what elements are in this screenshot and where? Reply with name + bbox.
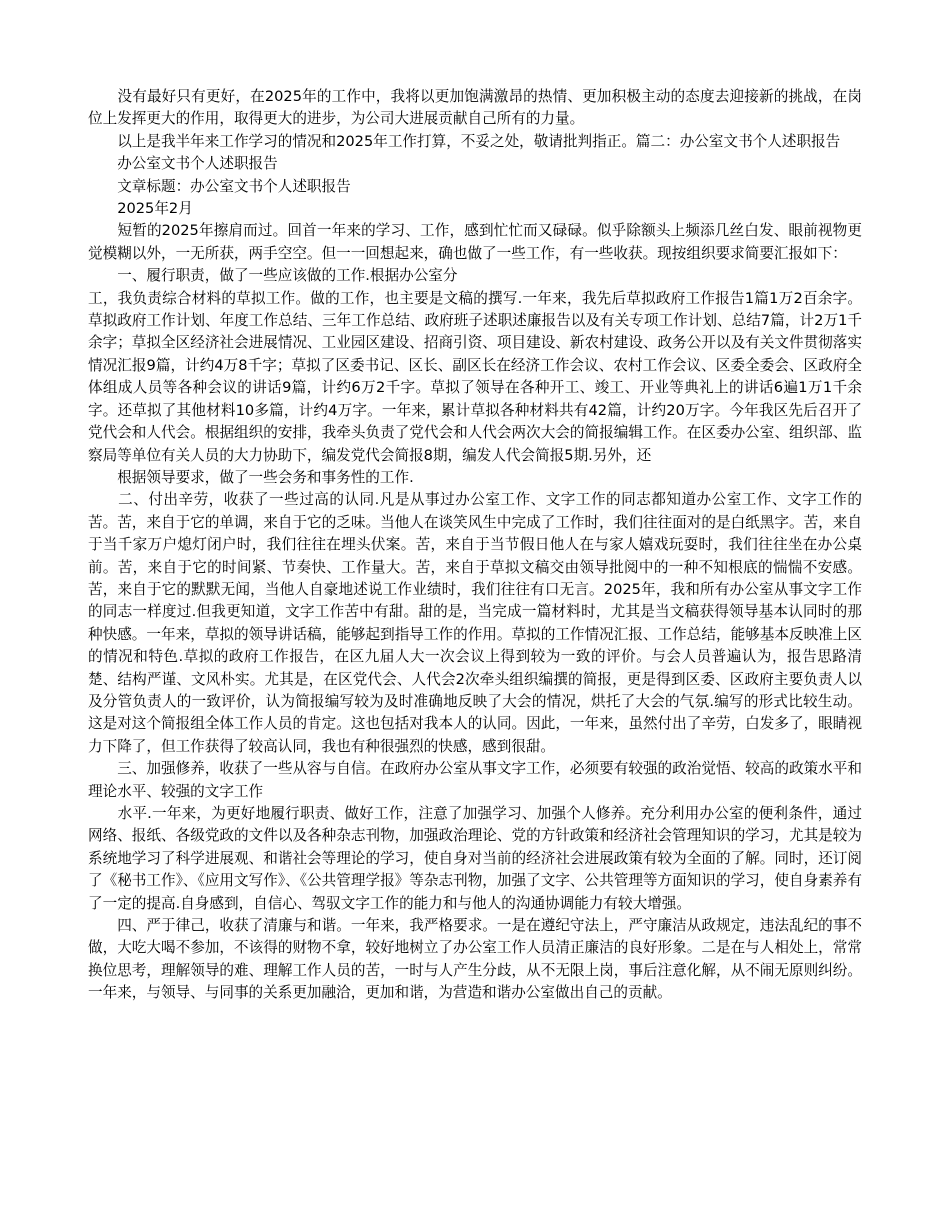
- paragraph-closing-remarks: 没有最好只有更好，在2025年的工作中，我将以更加饱满激昂的热情、更加积极主动的态度去迎接新的挑战，在岗位上发挥更大的作用，取得更大的进步，为公司大进展贡献自己所有的力量。: [88, 88, 862, 128]
- section-four-body: 四、严于律己，收获了清廉与和谐。一年来，我严格要求。一是在遵纪守法上，严守廉洁从政规定，违法乱纪的事不做，大吃大喝不参加，不该得的财物不拿，较好地树立了办公室工作人员清正廉洁的良好形象。二是在与人相处上，常常换位思考，理解领导的难、理解工作人员的苦，一时与人产生分歧，从不无限上岗，事后注意化解，从不闹无原则纠纷。一年来，与领导、与同事的关系更加融洽，更加和谐，为营造和谐办公室做出自己的贡献。: [88, 917, 862, 1002]
- section-three-body: 水平.一年来，为更好地履行职责、做好工作，注意了加强学习、加强个人修养。充分利用办公室的便利条件，通过网络、报纸、各级党政的文件以及各种杂志刊物，加强政治理论、党的方针政策和经济社会管理知识的学习，尤其是较为系统地学习了科学进展观、和谐社会等理论的学习，使自身对当前的经济社会进展政策有较为全面的了解。同时，还订阅了《秘书工作》、《应用文写作》、《公共管理学报》等杂志刊物，加强了文字、公共管理等方面知识的学习，使自身素养有了一定的提高.自身感到，自信心、驾驭文字工作的能力和与他人的沟通协调能力有较大增强。: [88, 805, 862, 912]
- section-two-body: 二、付出辛劳，收获了一些过高的认同.凡是从事过办公室工作、文字工作的同志都知道办公室工作、文字工作的苦。苦，来自于它的单调，来自于它的乏味。当他人在谈笑风生中完成了工作时，我们往往面对的是白纸黑字。苦，来自于当千家万户熄灯闭户时，我们往往在埋头伏案。苦，来自于当节假日他人在与家人嬉戏玩耍时，我们往往坐在办公桌前。苦，来自于它的时间紧、节奏快、工作量大。苦，来自于草拟文稿交由领导批阅中的一种不知根底的惴惴不安感。苦，来自于它的默默无闻，当他人自豪地述说工作业绩时，我们往往有口无言。2025年，我和所有办公室从事文字工作的同志一样度过.但我更知道，文字工作苦中有甜。甜的是，当完成一篇材料时，尤其是当文稿获得领导基本认同时的那种快感。一年来，草拟的领导讲话稿，能够起到指导工作的作用。草拟的工作情况汇报、工作总结，能够基本反映准上区的情况和特色.草拟的政府工作报告，在区九届人大一次会议上得到较为一致的评价。与会人员普遍认为，报告思路清楚、结构严谨、文风朴实。尤其是，在区党代会、人代会2次牵头组织编撰的简报，更是得到区委、区政府主要负责人以及分管负责人的一致评价，认为简报编写较为及时准确地反映了大会的情况，烘托了大会的气氛.编写的形式比较生动。这是对这个简报组全体工作人员的肯定。这也包括对我本人的认同。因此，一年来，虽然付出了辛劳，白发多了，眼睛视力下降了，但工作获得了较高认同，我也有种很强烈的快感，感到很甜。: [88, 491, 862, 755]
- paragraph-summary: 以上是我半年来工作学习的情况和2025年工作打算，不妥之处，敬请批判指正。篇二：办公室文书个人述职报告: [88, 132, 841, 150]
- paragraph-intro: 短暂的2025年擦肩而过。回首一年来的学习、工作，感到忙忙而又碌碌。似乎除额头上频添几丝白发、眼前视物更觉模糊以外，一无所获，两手空空。但一一回想起来，确也做了一些工作，有一些收获。现按组织要求简要汇报如下：: [88, 222, 862, 262]
- report-title: 办公室文书个人述职报告: [88, 155, 278, 173]
- section-one-body: 工，我负责综合材料的草拟工作。做的工作，也主要是文稿的撰写.一年来，我先后草拟政府工作报告1篇1万2百余字。草拟政府工作计划、年度工作总结、三年工作总结、政府班子述职述廉报告以及有关专项工作计划、总结7篇，计2万1千余字；草拟全区经济社会进展情况、工业园区建设、招商引资、项目建设、新农村建设、政务公开以及有关文件贯彻落实情况汇报9篇，计约4万8千字；草拟了区委书记、区长、副区长在经济工作会议、农村工作会议、区委全委会、区政府全体组成人员等各种会议的讲话9篇，计约6万2千字。草拟了领导在各种开工、竣工、开业等典礼上的讲话6遍1万1千余字。还草拟了其他材料10多篇，计约4万字。一年来，累计草拟各种材料共有42篇，计约20万字。今年我区先后召开了党代会和人代会。根据组织的安排，我牵头负责了党代会和人代会两次大会的简报编辑工作。在区委办公室、组织部、监察局等单位有关人员的大力协助下，编发党代会简报8期，编发人代会简报5期.另外，还: [88, 289, 862, 464]
- report-date: 2025年2月: [88, 200, 193, 218]
- section-one-heading: 一、履行职责，做了一些应该做的工作.根据办公室分: [88, 267, 458, 285]
- section-one-continued: 根据领导要求，做了一些会务和事务性的工作.: [88, 468, 414, 486]
- article-title-line: 文章标题：办公室文书个人述职报告: [88, 177, 351, 195]
- section-three-heading: 三、加强修养，收获了一些从容与自信。在政府办公室从事文字工作，必须要有较强的政治觉悟、较高的政策水平和理论水平、较强的文字工作: [88, 760, 862, 800]
- document-page: [88, 86, 862, 1005]
